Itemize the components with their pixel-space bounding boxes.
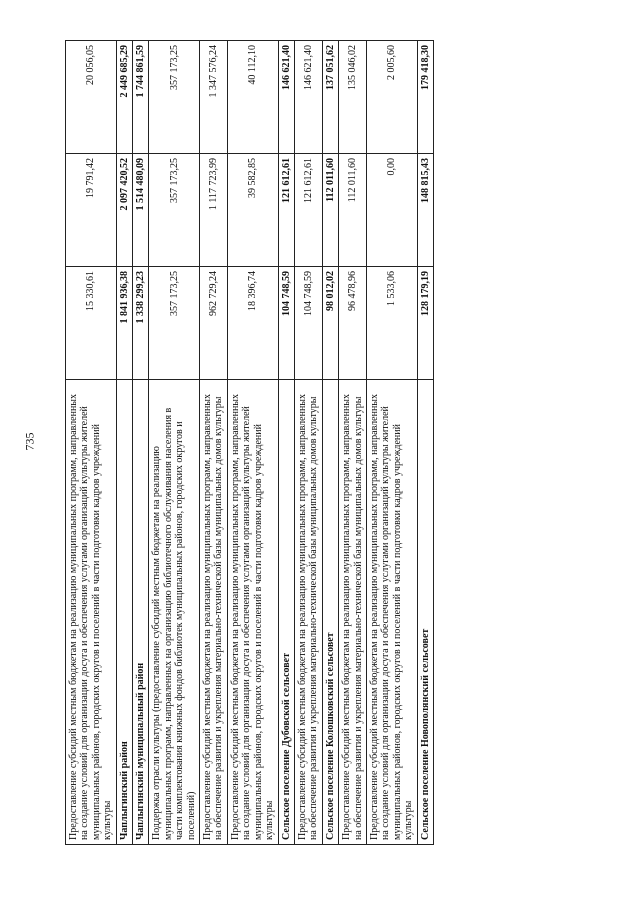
value-year-1: 15 330,61	[66, 267, 117, 380]
table-row	[66, 41, 117, 845]
value-year-1: 128 179,19	[417, 267, 433, 380]
value-year-1: 104 748,59	[278, 267, 294, 380]
value-year-2: 2 097 420,52	[116, 154, 132, 267]
value-year-3: 357 173,25	[149, 41, 200, 154]
value-year-1: 1 533,06	[366, 267, 417, 380]
page-number-text: 735	[22, 432, 37, 450]
value-year-2: 121 612,61	[294, 154, 322, 267]
value-year-1: 104 748,59	[294, 267, 322, 380]
row-name: Чаплыгинский муниципальный район	[133, 380, 149, 845]
value-year-3: 20 056,05	[66, 41, 117, 154]
value-year-2: 121 612,61	[278, 154, 294, 267]
row-name: Предоставление субсидий местным бюджетам на реализацию муниципальных программ, направленных на создание условий для организации досуга и обеспечения услугами организаций культуры жителей муниципальных районов, городских округов и поселений в части подготовки кадров учреждений культуры	[366, 380, 417, 845]
value-year-2: 357 173,25	[149, 154, 200, 267]
value-year-3: 135 046,02	[339, 41, 367, 154]
value-year-1: 357 173,25	[149, 267, 200, 380]
row-name: Сельское поселение Новополянский сельсовет	[417, 380, 433, 845]
value-year-1: 1 338 299,23	[133, 267, 149, 380]
row-name: Предоставление субсидий местным бюджетам на реализацию муниципальных программ, направленных на обеспечение развития и укрепления материально-технической базы муниципальных домов культуры	[339, 380, 367, 845]
value-year-2: 39 582,85	[227, 154, 278, 267]
row-name: Сельское поселение Колошковский сельсовет	[322, 380, 338, 845]
row-name: Предоставление субсидий местным бюджетам на реализацию муниципальных программ, направленных на создание условий для организации досуга и обеспечения услугами организаций культуры жителей муниципальных районов, городских округов и поселений в части подготовки кадров учреждений культуры	[66, 380, 117, 845]
value-year-3: 2 449 685,29	[116, 41, 132, 154]
row-name: Предоставление субсидий местным бюджетам на реализацию муниципальных программ, направленных на обеспечение развития и укрепления материально-технической базы муниципальных домов культуры	[294, 380, 322, 845]
table-row	[133, 41, 149, 845]
value-year-2: 148 815,43	[417, 154, 433, 267]
value-year-1: 18 396,74	[227, 267, 278, 380]
value-year-3: 146 621,40	[294, 41, 322, 154]
value-year-3: 2 005,60	[366, 41, 417, 154]
value-year-1: 962 729,24	[200, 267, 228, 380]
value-year-2: 0,00	[366, 154, 417, 267]
value-year-2: 1 514 480,09	[133, 154, 149, 267]
table-row	[116, 41, 132, 845]
table-row	[200, 41, 228, 845]
table-row	[322, 41, 338, 845]
value-year-1: 98 012,02	[322, 267, 338, 380]
rotated-page-content	[65, 45, 575, 845]
table-row	[149, 41, 200, 845]
row-name: Поддержка отрасли культуры (предоставление субсидий местным бюджетам на реализацию муниципальных программ, направленных на организацию библиотечного обслуживания населения в части комплектования книжных фондов библиотек муниципальных районов, городских округов и поселений)	[149, 380, 200, 845]
page-number	[20, 411, 40, 471]
table-row	[227, 41, 278, 845]
value-year-3: 146 621,40	[278, 41, 294, 154]
value-year-3: 40 112,10	[227, 41, 278, 154]
budget-table	[65, 40, 434, 845]
row-name: Сельское поселение Дубовской сельсовет	[278, 380, 294, 845]
value-year-3: 1 744 861,59	[133, 41, 149, 154]
value-year-2: 1 117 723,99	[200, 154, 228, 267]
value-year-3: 137 051,62	[322, 41, 338, 154]
table-row	[339, 41, 367, 845]
row-name: Предоставление субсидий местным бюджетам на реализацию муниципальных программ, направленных на создание условий для организации досуга и обеспечения услугами организаций культуры жителей муниципальных районов, городских округов и поселений в части подготовки кадров учреждений культуры	[227, 380, 278, 845]
value-year-2: 19 791,42	[66, 154, 117, 267]
value-year-2: 112 011,60	[339, 154, 367, 267]
value-year-3: 179 418,30	[417, 41, 433, 154]
value-year-1: 96 478,96	[339, 267, 367, 380]
row-name: Чаплыгинский район	[116, 380, 132, 845]
table-row	[294, 41, 322, 845]
value-year-2: 112 011,60	[322, 154, 338, 267]
table-row	[417, 41, 433, 845]
value-year-1: 1 841 936,38	[116, 267, 132, 380]
value-year-3: 1 347 576,24	[200, 41, 228, 154]
table-row	[278, 41, 294, 845]
row-name: Предоставление субсидий местным бюджетам на реализацию муниципальных программ, направленных на обеспечение развития и укрепления материально-технической базы муниципальных домов культуры	[200, 380, 228, 845]
table-row	[366, 41, 417, 845]
